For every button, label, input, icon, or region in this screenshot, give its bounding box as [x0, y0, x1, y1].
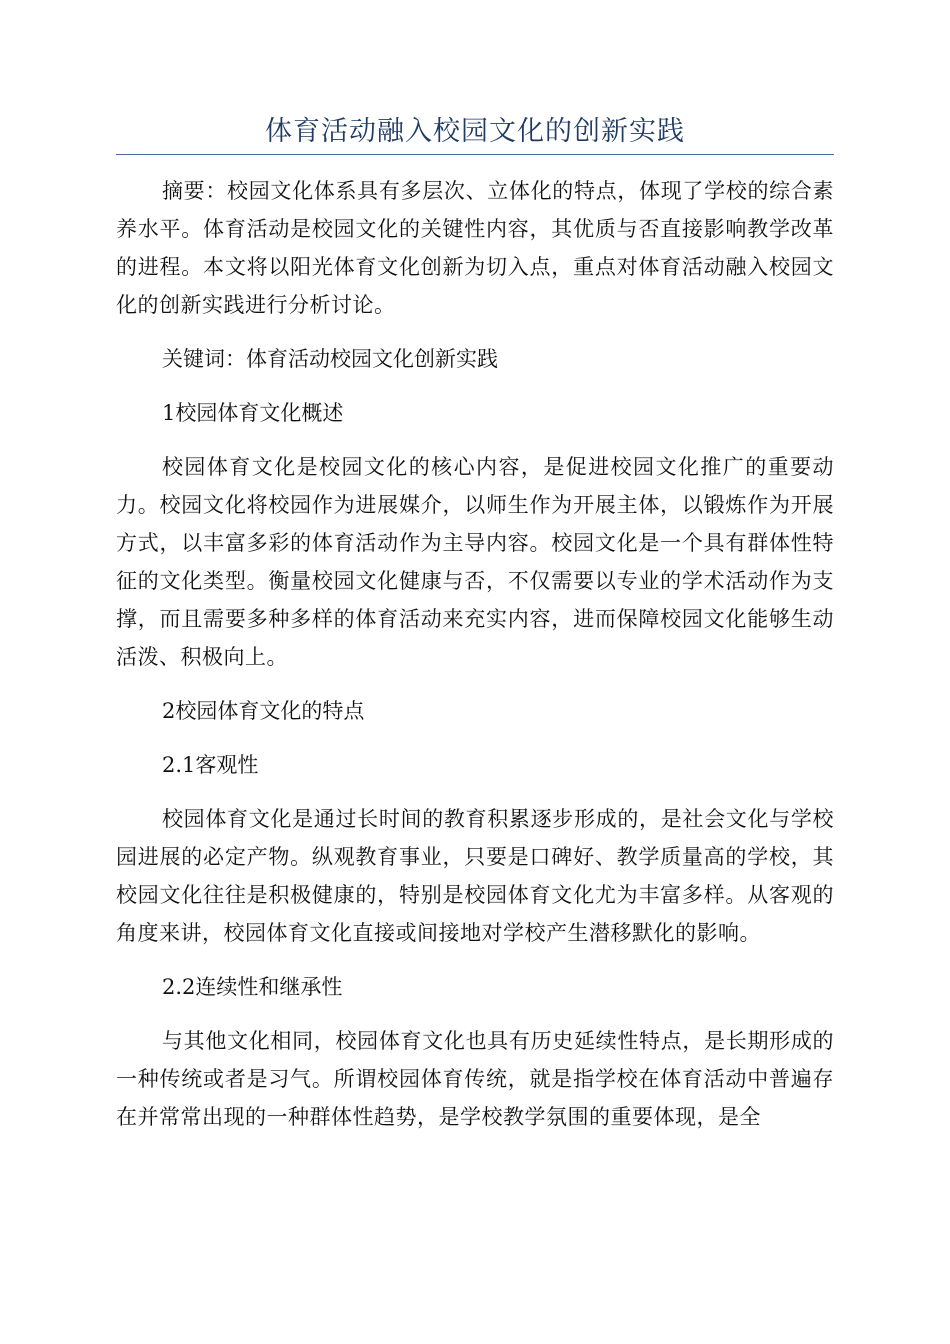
section-2-1-heading: 2.1客观性 [162, 753, 259, 777]
document-title: 体育活动融入校园文化的创新实践 [265, 116, 685, 147]
section-2-heading: 2校园体育文化的特点 [162, 699, 365, 723]
abstract-paragraph: 摘要：校园文化体系具有多层次、立体化的特点，体现了学校的综合素养水平。体育活动是校园文化的关键性内容，其优质与否直接影响教学改革的进程。本文将以阳光体育文化创新为切入点，重点对体育活动融入校园文化的创新实践进行分析讨论。 [116, 179, 834, 317]
section-1-heading: 1校园体育文化概述 [162, 401, 344, 425]
document-body [116, 172, 834, 1136]
section-2-2-paragraph: 与其他文化相同，校园体育文化也具有历史延续性特点，是长期形成的一种传统或者是习气。所谓校园体育传统，就是指学校在体育活动中普遍存在并常常出现的一种群体性趋势，是学校教学氛围的重要体现，是全 [116, 1029, 834, 1129]
title-underline [116, 154, 834, 155]
section-2-2-heading: 2.2连续性和继承性 [162, 975, 343, 999]
keywords-line: 关键词：体育活动校园文化创新实践 [162, 347, 498, 371]
section-2-1-paragraph: 校园体育文化是通过长时间的教育积累逐步形成的，是社会文化与学校园进展的必定产物。纵观教育事业，只要是口碑好、教学质量高的学校，其校园文化往往是积极健康的，特别是校园体育文化尤为丰富多样。从客观的角度来讲，校园体育文化直接或间接地对学校产生潜移默化的影响。 [116, 807, 834, 945]
section-1-paragraph: 校园体育文化是校园文化的核心内容，是促进校园文化推广的重要动力。校园文化将校园作为进展媒介，以师生作为开展主体，以锻炼作为开展方式，以丰富多彩的体育活动作为主导内容。校园文化是一个具有群体性特征的文化类型。衡量校园文化健康与否，不仅需要以专业的学术活动作为支撑，而且需要多种多样的体育活动来充实内容，进而保障校园文化能够生动活泼、积极向上。 [116, 455, 834, 669]
